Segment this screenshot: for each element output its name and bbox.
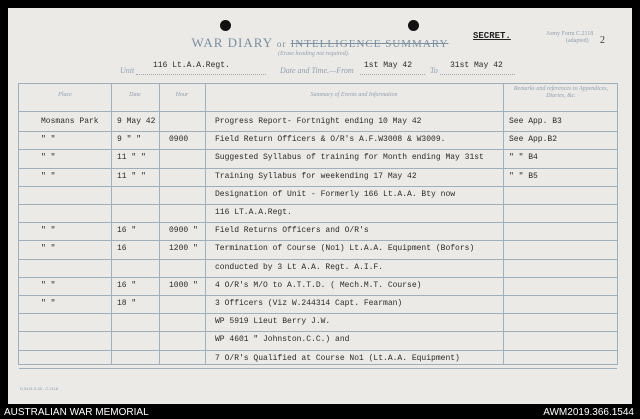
cell-hour: 0900 <box>169 135 189 145</box>
army-form-number: Army Form C.2118 <box>546 31 594 37</box>
title-or: or <box>276 39 287 49</box>
cell-remarks: " " B5 <box>509 171 538 181</box>
punch-hole <box>408 20 419 31</box>
unit-value: 116 Lt.A.A.Regt. <box>153 61 230 70</box>
cell-summary: Training Syllabus for weekending 17 May 42 <box>215 171 417 181</box>
cell-summary: Field Returns Officers and O/R's <box>215 226 369 236</box>
cell-place: " " <box>41 226 56 236</box>
cell-date: 9 " " <box>117 135 142 145</box>
cell-summary: WP 4601 " Johnston.C.C.) and <box>215 335 350 345</box>
cell-date: 11 " " <box>117 153 146 163</box>
page-number: 2 <box>600 35 605 46</box>
secret-stamp: SECRET. <box>473 31 511 41</box>
col-header-hour: Hour <box>175 92 189 98</box>
date-label: Date and Time.—From <box>280 66 354 75</box>
unit-underline <box>136 74 266 75</box>
diary-page <box>8 8 632 404</box>
title-subnote: (Erase heading not required). <box>278 51 350 57</box>
date-to-underline <box>440 74 515 75</box>
army-form-sub: (adapted) <box>566 38 589 44</box>
footer-source: AUSTRALIAN WAR MEMORIAL <box>4 407 149 418</box>
cell-date: 9 May 42 <box>117 117 156 126</box>
cell-place: " " <box>41 153 56 163</box>
cell-remarks: " " B4 <box>509 153 538 163</box>
footer-accession: AWM2019.366.1544 <box>543 407 634 418</box>
date-from-underline <box>360 74 425 75</box>
date-to: 31st May 42 <box>450 61 503 70</box>
cell-remarks: See App.B2 <box>509 135 558 145</box>
cell-summary: Progress Report- Fortnight ending 10 May 42 <box>215 117 422 126</box>
cell-date: 18 " <box>117 299 137 308</box>
title-struck: INTELLIGENCE SUMMARY <box>290 38 449 50</box>
cell-place: " " <box>41 280 56 290</box>
title-war-diary: WAR DIARY <box>191 35 273 50</box>
page-title <box>8 35 632 51</box>
cell-summary: WP 5919 Lieut Berry J.W. <box>215 317 331 327</box>
cell-summary: Termination of Course (No1) Lt.A.A. Equipment (Bofors) <box>215 244 475 254</box>
cell-place: " " <box>41 299 56 308</box>
punch-hole <box>220 20 231 31</box>
cell-hour: 0900 " <box>169 226 198 236</box>
army-form-label <box>546 31 593 45</box>
col-header-place: Place <box>58 92 72 98</box>
cell-remarks: See App. B3 <box>509 117 562 126</box>
cell-summary: 3 Officers (Viz W.244314 Capt. Fearman) <box>215 299 403 308</box>
cell-date: 16 <box>117 244 127 254</box>
cell-summary: conducted by 3 Lt A.A. Regt. A.I.F. <box>215 262 384 272</box>
col-header-remarks: Remarks and references to Appendices, Diaries, &c. <box>513 86 609 99</box>
date-from: 1st May 42 <box>364 61 413 70</box>
cell-date: 11 " " <box>117 171 146 181</box>
cell-summary: 7 O/R's Qualified at Course No1 (Lt.A.A. Equipment) <box>215 353 460 363</box>
cell-date: 16 " <box>117 226 137 236</box>
cell-summary: Field Return Officers & O/R's A.F.W3008 & W3009. <box>215 135 446 145</box>
cell-place: " " <box>41 171 56 181</box>
cell-place: " " <box>41 135 56 145</box>
cell-summary: 116 LT.A.A.Regt. <box>215 208 292 217</box>
cell-summary: Designation of Unit - Formerly 166 Lt.A.A. Bty now <box>215 189 456 199</box>
cell-place: " " <box>41 244 56 254</box>
cell-hour: 1200 " <box>169 244 198 254</box>
cell-hour: 1000 " <box>169 280 198 290</box>
cell-summary: 4 O/R's M/O to A.T.T.D. ( Mech.M.T. Course) <box>215 280 422 290</box>
cell-summary: Suggested Syllabus of training for Month ending May 31st <box>215 153 484 163</box>
col-header-date: Date <box>129 92 141 98</box>
diary-table <box>18 83 618 365</box>
printer-mark: D.5421.5.38 - C.2118 <box>20 386 58 391</box>
cell-date: 16 " <box>117 280 137 290</box>
col-header-summary: Summary of Events and Information <box>310 92 398 98</box>
cell-place: Mosmans Park <box>41 117 99 126</box>
unit-label: Unit <box>120 66 135 75</box>
to-label: To <box>430 66 438 75</box>
